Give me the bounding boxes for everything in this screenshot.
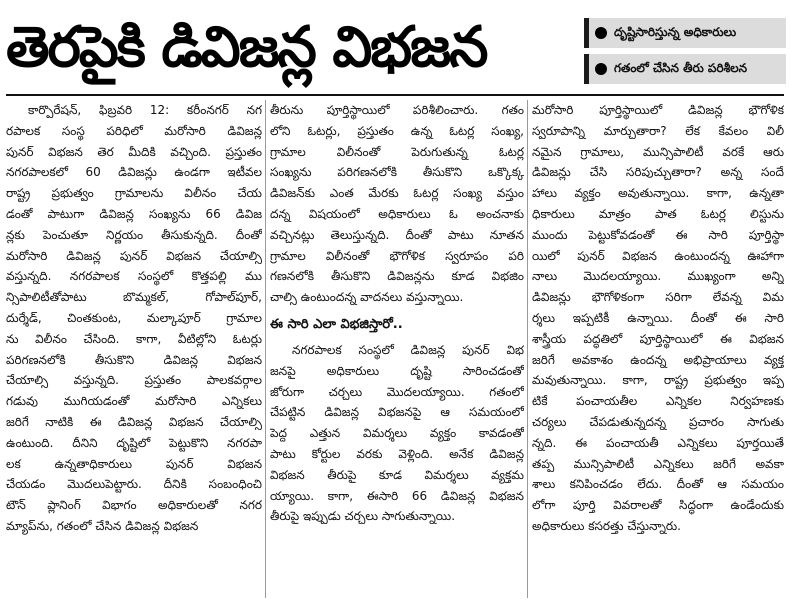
article-line: గ్రామాల విలీనంతో పెరుగుతున్న ఓటర్ల bbox=[270, 144, 524, 159]
article-line: గడువు ముగియడంతో మరోసారి ఎన్నికలు bbox=[6, 394, 262, 409]
article-line: ర్శలు ఇప్పటికీ ఉన్నాయి. దీంతో ఈ సారి bbox=[532, 310, 784, 325]
subheadline-text: దృష్టిసారిస్తున్న అధికారులు bbox=[614, 24, 737, 39]
article-line: జనపై అధికారులు దృష్టి సారించడంతో bbox=[270, 363, 524, 378]
article-line: లక ఉన్నతాధికారులు పునర్ విభజన bbox=[6, 456, 262, 471]
article-line: ధికారులు మాత్రం పాత ఓటర్ల లిస్టును bbox=[532, 206, 784, 221]
section-subheading: ఈ సారి ఎలా విభజిస్తారో.. bbox=[270, 316, 403, 332]
article-line: దుర్శేడ్, చింతకుంట, మల్కాపూర్ గ్రామాల bbox=[6, 310, 262, 325]
article-line: ముందు పెట్టుకోవడంతో ఈ సారి పూర్తిస్థా bbox=[532, 227, 784, 242]
article-line: నగరపాలకలో 60 డివిజన్లు ఉండగా ఇటీవల bbox=[6, 165, 262, 180]
article-line: చేపట్టిన డివిజన్ల విభజనపై ఆ సమయంలో bbox=[270, 405, 524, 420]
article-line: పునర్ విభజన తెర మీదికి వచ్చింది. ప్రస్తుతం bbox=[6, 144, 262, 159]
bullet-icon bbox=[595, 27, 607, 39]
article-line: డంతో పాటుగా డివిజన్ల సంఖ్యను 66 డివిజ bbox=[6, 206, 262, 221]
article-line: నమైన గ్రామాలు, మున్సిపాలిటీ వరకే ఆరు bbox=[532, 144, 784, 159]
bullet-icon bbox=[595, 63, 607, 75]
article-line: య్యాయి. కాగా, ఈసారి 66 డివిజన్ల విభజన bbox=[270, 488, 524, 503]
article-line: మరోసారి డివిజన్ల పునర్ విభజన చేయాల్సి bbox=[6, 248, 262, 263]
article-line: న్నది. ఈ పంచాయతీ ఎన్నికలు పూర్తయితే bbox=[532, 435, 784, 450]
article-line: గణనలోకి తీసుకొని డివిజన్లను కూడ విభజిం bbox=[270, 269, 524, 284]
article-line: రాష్ట్ర ప్రభుత్వం గ్రామాలను విలీనం చేయ bbox=[6, 186, 262, 201]
article-line: న్లకు పెంచుతూ నిర్ణయం తీసుకున్నది. దీంతో bbox=[6, 227, 262, 242]
article-line: తీరును పూర్తిస్థాయిలో పరిశీలించారు. గతం bbox=[270, 103, 524, 117]
article-line: జోరుగా చర్చలు మొదలయ్యాయి. గతంలో bbox=[270, 384, 524, 399]
article-line: అధికారులు కసరత్తు చేస్తున్నారు. bbox=[532, 518, 681, 533]
subheadline-item bbox=[584, 18, 786, 48]
article-line: డివిజన్‌కు ఎంత మేరకు ఓటర్ల సంఖ్య వస్తుం bbox=[270, 186, 524, 201]
article-line: పరిగణనలోకి తీసుకొని డివిజన్ల విభజన bbox=[6, 352, 262, 367]
article-line: పెద్ద ఎత్తున విమర్శలు వ్యక్తం కావడంతో bbox=[270, 426, 524, 441]
article-line: గ్రామాల విలీనంతో భౌగోళిక స్వరూపం పరి bbox=[270, 248, 524, 263]
column-divider bbox=[265, 100, 266, 598]
article-line: విభజన తీరుపై కూడ విమర్శలు వ్యక్తమ bbox=[270, 467, 524, 482]
article-line: మరోసారి పూర్తిస్థాయిలో డివిజన్ల భౌగోళిక bbox=[532, 103, 784, 117]
article-line: టౌన్ ప్లానింగ్ విభాగం అధికారులతో నగర bbox=[6, 498, 262, 513]
headline: తెరపైకి డివిజన్ల విభజన bbox=[6, 15, 487, 80]
article-line: కార్పొరేషన్, ఫిబ్రవరి 12: కరీంనగర్ నగ bbox=[28, 103, 262, 117]
article-line: రపాలక సంస్థ పరిధిలో మరోసారి డివిజన్ల bbox=[6, 123, 262, 138]
article-line: సంఖ్యను పరిగణనలోకి తీసుకొని ఒక్కొక్క bbox=[270, 165, 524, 180]
article-line: తీరుపై ఇప్పుడు చర్చలు సాగుతున్నాయి. bbox=[270, 509, 456, 524]
article-line: చేయాల్సి వస్తున్నది. ప్రస్తుతం పాలకవర్గాల bbox=[6, 373, 262, 388]
article-line: చాల్సి ఉంటుందన్న వాదనలు వస్తున్నాయి. bbox=[270, 290, 464, 305]
article-line: స్వరూపాన్ని మార్చుతారా? లేక కేవలం విలీ bbox=[532, 123, 784, 138]
subheadline-item bbox=[584, 54, 786, 84]
article-line: జరిగే అవకాశం ఉందన్న అభిప్రాయాలు వ్యక్త bbox=[532, 352, 784, 367]
article-line: నగరపాలక సంస్థలో డివిజన్ల పునర్ విభ bbox=[292, 342, 524, 357]
article-column-2 bbox=[270, 100, 524, 600]
article-column-1 bbox=[6, 100, 262, 600]
article-line: దన్న విషయంలో అధికారులు ఓ అంచనాకు bbox=[270, 206, 524, 221]
article-line: ఉంటుంది. దీనిని దృష్టిలో పెట్టుకొని నగరపా bbox=[6, 435, 262, 450]
article-line: టికే పంచాయతీల ఎన్నికల నిర్వహణకు bbox=[532, 394, 784, 409]
article-line: యిలో పునర్ విభజన ఉంటుందన్న ఊహాగా bbox=[532, 248, 784, 263]
column-2-top bbox=[270, 100, 524, 308]
article-line: న్సిపాలిటీతోపాటు బొమ్మకల్, గోపాల్‌పూర్, bbox=[6, 290, 262, 305]
subheadline-box bbox=[584, 16, 786, 88]
article-line: చర్యలు చేపడుతున్నదన్న ప్రచారం సాగుతు bbox=[532, 414, 784, 429]
headline-divider bbox=[6, 94, 784, 96]
article-line: డివిజన్లు చేసి సరిపుచ్చుతారా? అన్న సందే bbox=[532, 165, 784, 180]
article-line: వచ్చినట్లు తెలుస్తున్నది. దీంతో పాటు నూతన bbox=[270, 227, 524, 242]
column-2-bottom bbox=[270, 340, 524, 527]
article-line: డివిజన్లు భౌగోళికంగా సరిగా లేవన్న విమ bbox=[532, 290, 784, 305]
article-line: వస్తున్నది. నగరపాలక సంస్థలో కొత్తపల్లి ము bbox=[6, 269, 262, 284]
article-line: నాలు మొదలయ్యాయి. ముఖ్యంగా అన్ని bbox=[532, 269, 784, 284]
article-line: పాటు కోర్టుల వరకు వెళ్లింది. అనేక డివిజన్ల bbox=[270, 446, 524, 461]
article-line: మవుతున్నాయి. కాగా, రాష్ట్ర ప్రభుత్వం ఇప్ప bbox=[532, 373, 784, 388]
article-line: తప్ప మున్సిపాలిటీ ఎన్నికలు జరిగే అవకా bbox=[532, 456, 784, 471]
article-line: శాలు కనిపించడం లేదు. దీంతో ఆ సమయం bbox=[532, 477, 784, 492]
article-line: లోని ఓటర్లు, ప్రస్తుతం ఉన్న ఓటర్ల సంఖ్య, bbox=[270, 123, 524, 138]
article-line: హాలు వ్యక్తం అవుతున్నాయి. కాగా, ఉన్నతా bbox=[532, 186, 784, 201]
article-line: శాస్త్రీయ పద్ధతిలో పూర్తిస్థాయిలో ఈ విభజన bbox=[532, 331, 784, 346]
article-line: చేయడం మొదలుపెట్టారు. దీనికి సంబంధించి bbox=[6, 477, 262, 492]
column-divider bbox=[527, 100, 528, 598]
article-line: జరిగే నాటికి ఈ డివిజన్ల విభజన చేయాల్సి bbox=[6, 414, 262, 429]
subheadline-text: గతంలో చేసిన తీరు పరిశీలన bbox=[614, 60, 748, 75]
article-line: లోగా పూర్తి వివరాలతో సిద్ధంగా ఉండేందుకు bbox=[532, 498, 784, 513]
article-line: మ్యాప్‌ను, గతంలో చేసిన డివిజన్ల విభజన bbox=[6, 518, 199, 533]
article-line: ను విలీనం చేసింది. కాగా, వీటిల్లోని ఓటర్లు bbox=[6, 331, 262, 346]
article-column-3 bbox=[532, 100, 784, 600]
